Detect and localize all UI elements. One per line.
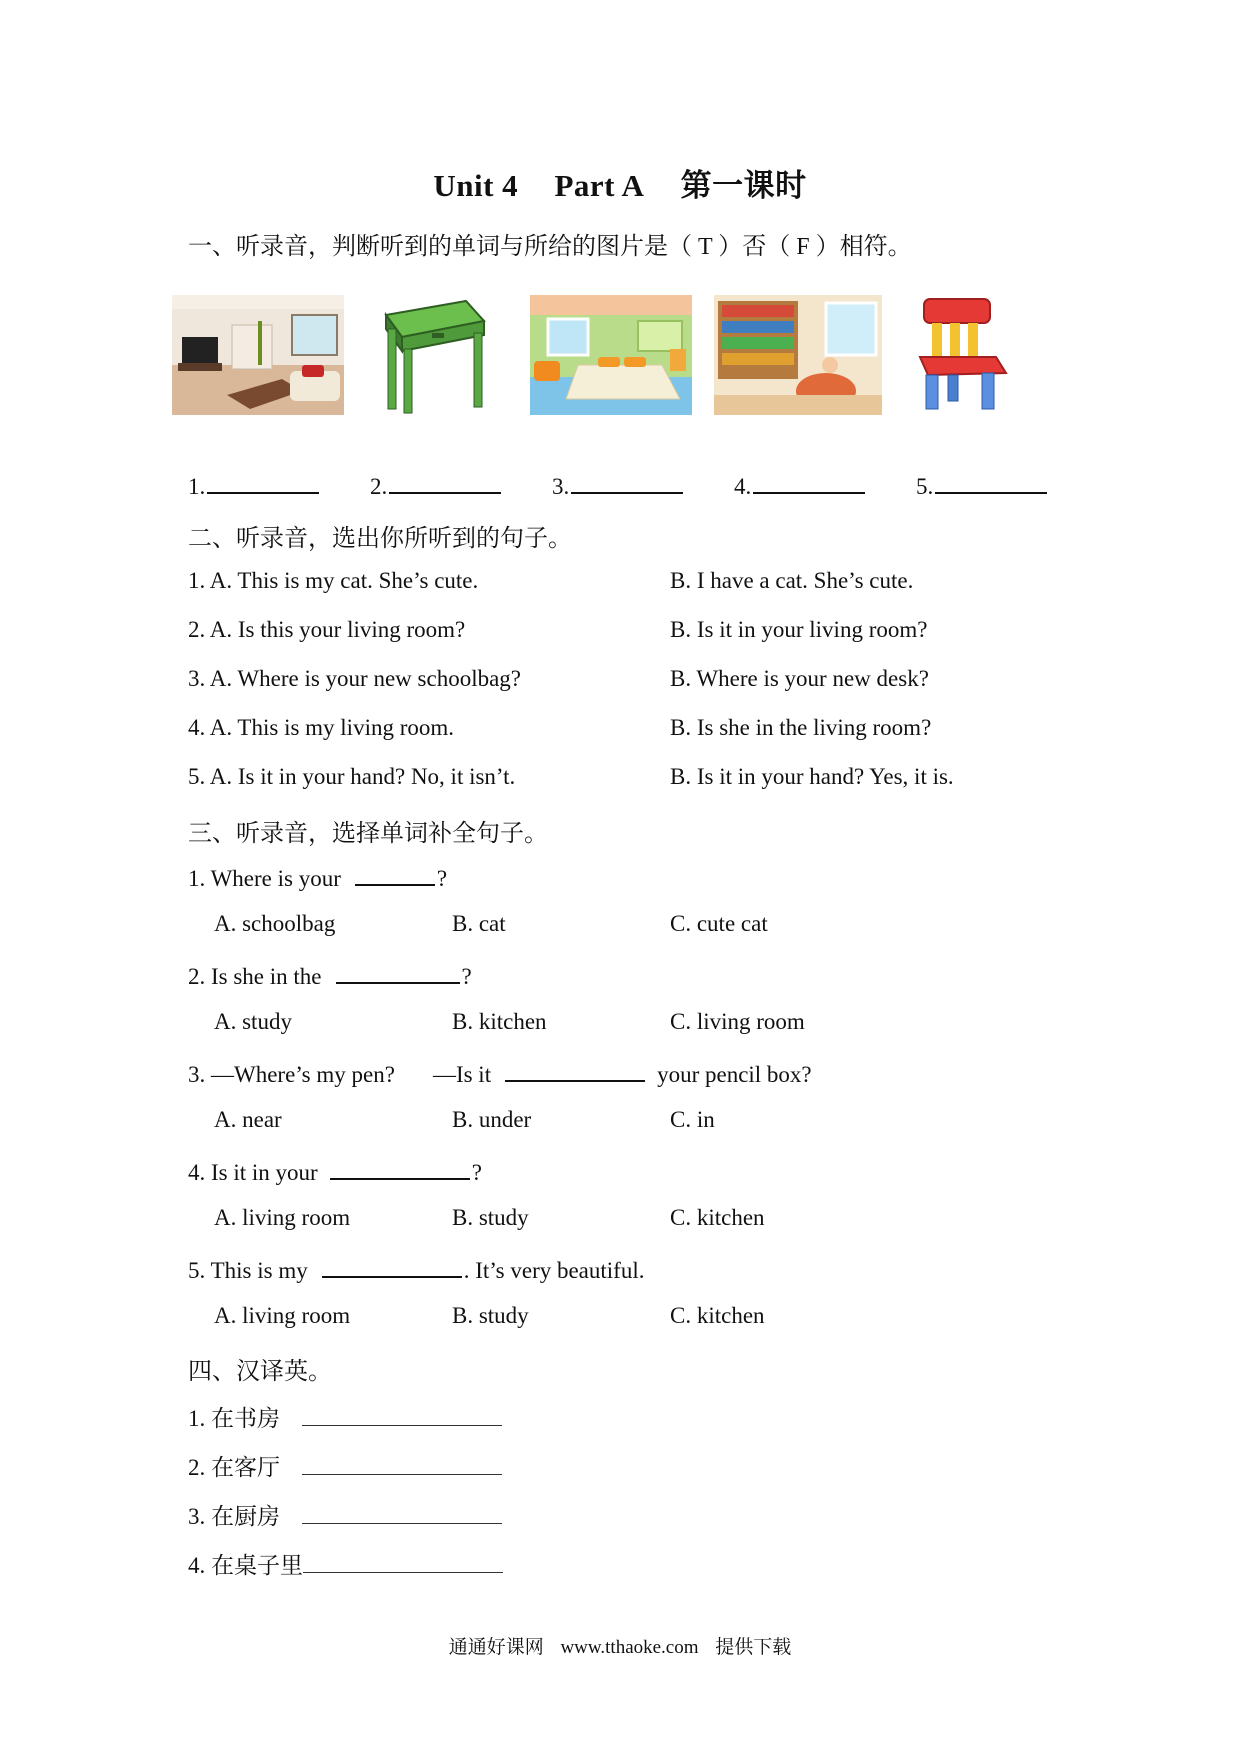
section3-heading: 三、听录音，选择单词补全句子。 [188,821,548,847]
answer-blank[interactable] [505,1058,645,1082]
answer-blank[interactable] [355,862,435,886]
option: B. study [452,1205,529,1230]
option-a: 2. A. Is this your living room? [188,617,466,642]
option: A. schoolbag [214,911,336,936]
option: C. kitchen [670,1303,765,1328]
question: 4. Is it in your ? [188,1156,482,1186]
answer-blank[interactable] [303,1550,503,1573]
chair-image [912,295,1012,415]
answer-blank[interactable] [336,960,460,984]
answer-blank[interactable] [302,1452,502,1475]
option: C. cute cat [670,911,768,936]
question: 2. Is she in the ? [188,960,472,990]
translation-item: 1. 在书房 [188,1400,502,1433]
option: B. cat [452,911,506,936]
living-room-image [172,295,344,415]
translation-item: 3. 在厨房 [188,1498,502,1531]
answer-slot[interactable]: 4. [734,470,873,500]
bedroom-image [530,295,692,415]
answer-slot[interactable]: 5. [916,470,1055,500]
option: A. study [214,1009,292,1034]
option: C. kitchen [670,1205,765,1230]
option-a: 3. A. Where is your new schoolbag? [188,666,521,691]
option-b: B. Is it in your hand? Yes, it is. [670,764,954,789]
option: B. study [452,1303,529,1328]
option: C. living room [670,1009,805,1034]
option-a: 5. A. Is it in your hand? No, it isn’t. [188,764,516,789]
question: 5. This is my . It’s very beautiful. [188,1254,644,1284]
answer-blank[interactable] [302,1403,502,1426]
translation-item: 2. 在客厅 [188,1449,502,1482]
option-b: B. Is it in your living room? [670,617,928,642]
section4-heading: 四、汉译英。 [188,1359,332,1385]
footer-url[interactable]: www.tthaoke.com [560,1637,699,1658]
option: A. near [214,1107,282,1132]
option: A. living room [214,1205,351,1230]
question: 3. —Where’s my pen? —Is it your pencil box? [188,1058,812,1088]
title-unit: Unit 4 [433,168,519,203]
title-part: Part A [554,168,645,203]
option: B. kitchen [452,1009,547,1034]
footer [0,1632,1240,1659]
study-image [714,295,882,415]
option: C. in [670,1107,715,1132]
option-b: B. I have a cat. She’s cute. [670,568,914,593]
answer-slot[interactable]: 2. [370,470,509,500]
translation-item: 4. 在桌子里 [188,1547,503,1580]
answer-blank[interactable] [302,1501,502,1524]
footer-suffix: 提供下载 [715,1637,792,1658]
section1-heading: 一、听录音，判断听到的单词与所给的图片是（ T ）否（ F ）相符。 [188,234,912,260]
footer-site-name: 通通好课网 [448,1637,544,1658]
option-b: B. Is she in the living room? [670,715,932,740]
option-b: B. Where is your new desk? [670,666,929,691]
option-a: 1. A. This is my cat. She’s cute. [188,568,479,593]
option: B. under [452,1107,532,1132]
section2-heading: 二、听录音，选出你所听到的句子。 [188,526,572,552]
answer-slot[interactable]: 3. [552,470,691,500]
answer-blank[interactable] [322,1254,462,1278]
option-a: 4. A. This is my living room. [188,715,455,740]
option: A. living room [214,1303,351,1328]
page-title [0,160,1240,205]
question: 1. Where is your ? [188,862,447,892]
table-image [372,295,490,415]
title-lesson: 第一课时 [680,168,807,203]
answer-slot[interactable]: 1. [188,470,327,500]
answer-blank[interactable] [330,1156,470,1180]
